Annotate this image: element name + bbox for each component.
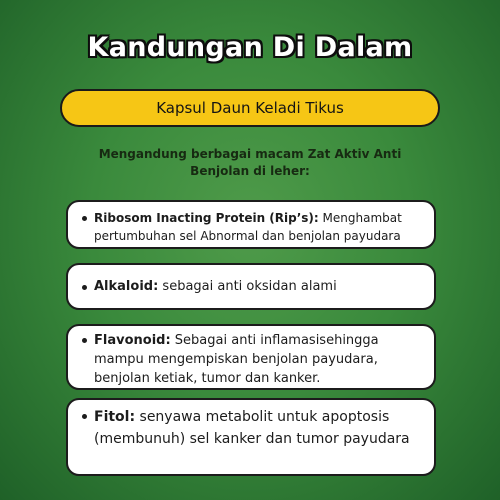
ingredient-description: sebagai anti oksidan alami bbox=[158, 279, 337, 294]
ingredient-description: senyawa metabolit untuk apoptosis (membunuh) sel kanker dan tumor payudara bbox=[94, 409, 410, 447]
ingredient-text bbox=[94, 331, 426, 388]
ingredient-term: Flavonoid: bbox=[94, 333, 171, 348]
page-title: Kandungan Di Dalam bbox=[87, 32, 413, 63]
ingredient-description: Sebagai anti inflamasisehingga mampu mengempiskan benjolan payudara, benjolan ketiak, tumor dan kanker. bbox=[94, 333, 379, 386]
bullet-icon bbox=[82, 216, 87, 221]
ingredient-text bbox=[94, 278, 337, 296]
ingredient-term: Alkaloid: bbox=[94, 279, 159, 294]
ingredient-card-alkaloid bbox=[66, 263, 436, 310]
intro-text: Mengandung berbagai macam Zat Aktiv Anti Benjolan di leher: bbox=[98, 147, 402, 178]
bullet-icon bbox=[82, 338, 87, 343]
ingredient-description: Menghambat pertumbuhan sel Abnormal dan benjolan payudara bbox=[94, 211, 402, 243]
bullet-icon bbox=[82, 414, 87, 419]
ingredient-text bbox=[94, 209, 426, 245]
ingredient-card-rips bbox=[66, 200, 436, 249]
ingredient-card-fitol bbox=[66, 398, 436, 476]
bullet-icon bbox=[82, 285, 87, 290]
product-banner bbox=[60, 89, 440, 127]
ingredient-card-flavonoid bbox=[66, 324, 436, 390]
ingredient-term: Ribosom Inacting Protein (Rip’s): bbox=[94, 211, 319, 225]
product-name: Kapsul Daun Keladi Tikus bbox=[156, 99, 344, 117]
ingredient-text bbox=[94, 406, 426, 450]
ingredient-term: Fitol: bbox=[94, 409, 136, 425]
